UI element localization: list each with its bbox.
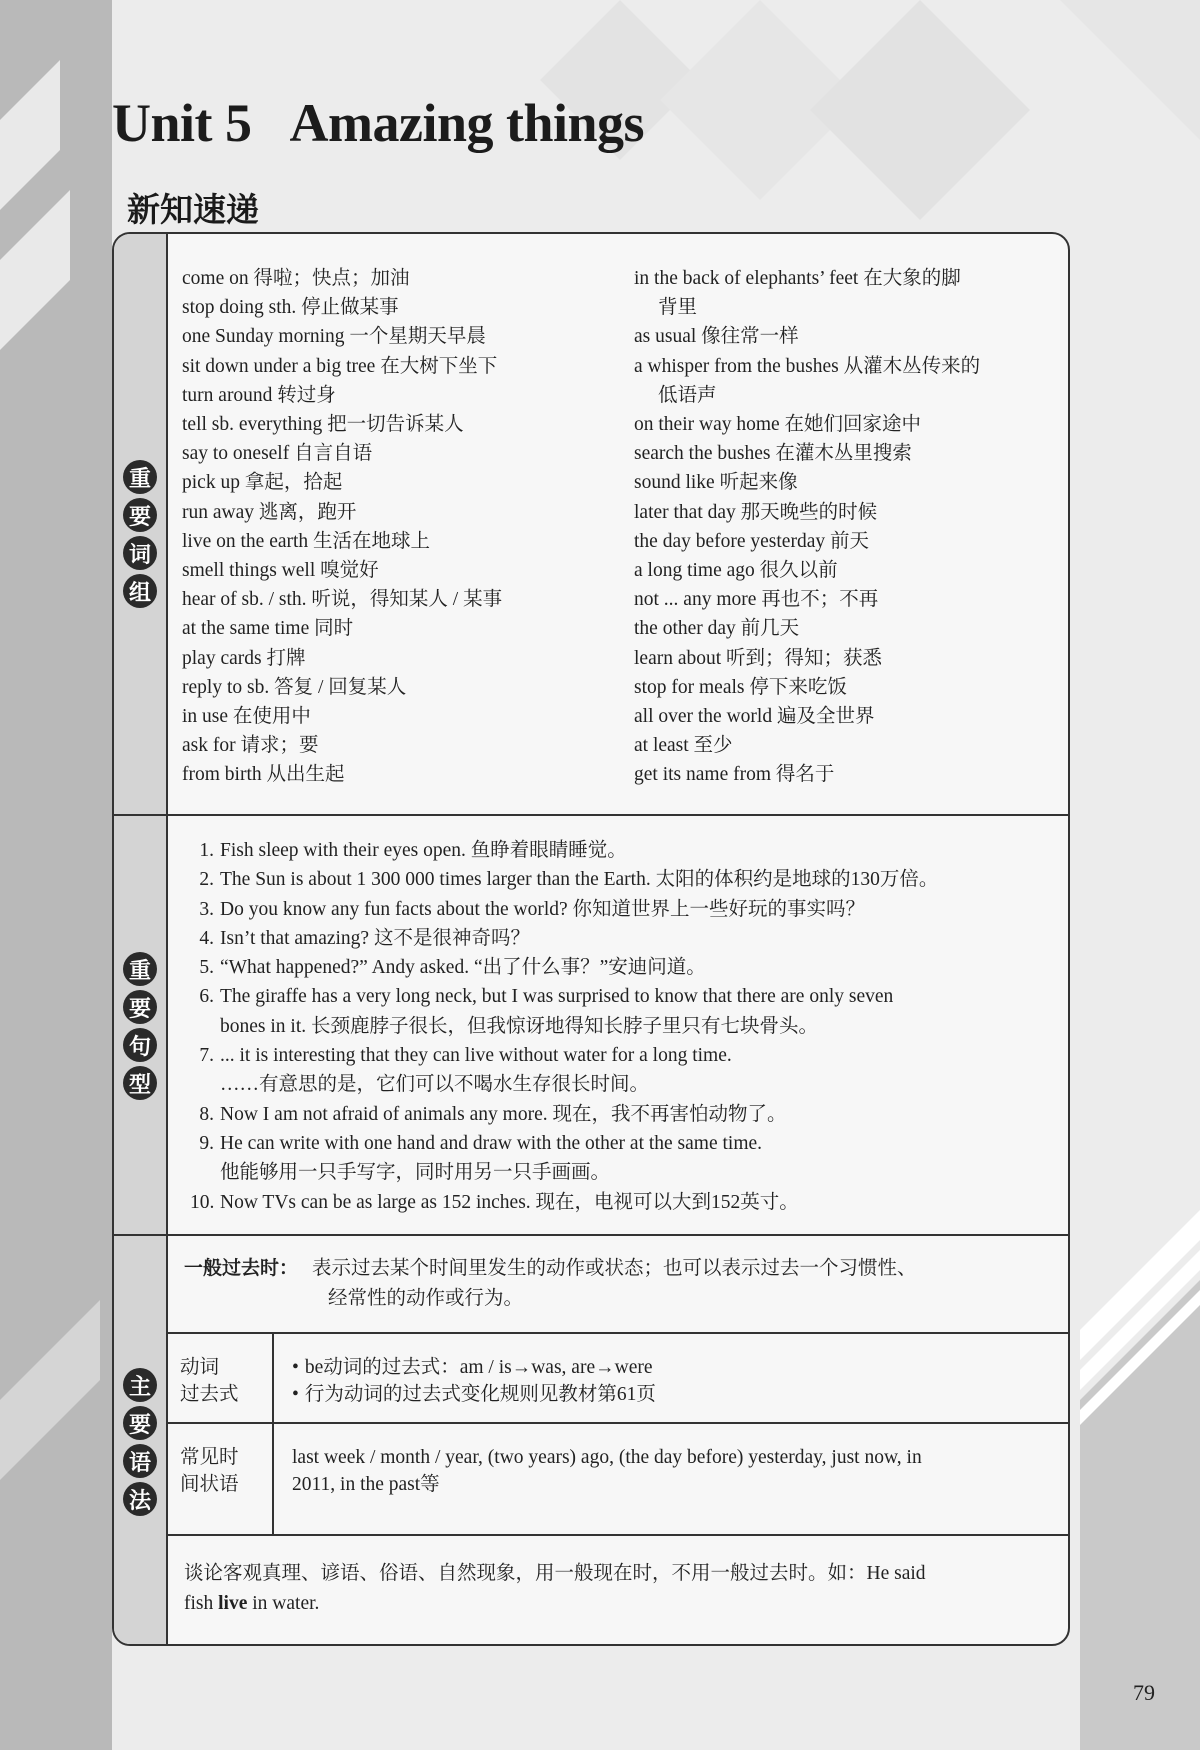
label-main-grammar [123,1368,159,1516]
sentence-number: 8. [199,1103,214,1125]
phrase-item-continuation: 背里 [658,297,698,319]
grammar-divider [166,1332,1068,1334]
sentence-item [190,1188,938,1217]
sentence-item [190,1100,938,1129]
sentence-text: Now TVs can be as large as 152 inches. 现在，电视可以大到152英寸。 [220,1191,799,1213]
label-char: 主 [123,1368,157,1402]
phrase-item: say to oneself 自言自语 [182,443,373,465]
sentence-list [190,836,938,1217]
phrase-list-left [182,264,502,790]
phrase-list-right [634,264,980,790]
sentence-item [190,1129,938,1158]
phrase-item: one Sunday morning 一个星期天早晨 [182,326,486,348]
grammar-divider [166,1422,1068,1424]
phrase-item: the day before yesterday 前天 [634,530,869,552]
unit-label: Unit 5 [112,93,252,153]
phrase-item: turn around 转过身 [182,384,336,406]
bullet-icon: • [292,1357,299,1378]
phrase-item: get its name from 得名于 [634,764,835,786]
sentence-number: 1. [199,840,214,861]
sentence-text: “What happened?” Andy asked. “出了什么事？”安迪问道。 [220,957,706,979]
sentence-text: Now I am not afraid of animals any more. 现在，我不再害怕动物了。 [220,1103,787,1125]
sentence-number: 9. [199,1132,214,1154]
phrase-item: play cards 打牌 [182,647,306,669]
grammar-note [184,1559,1054,1618]
sentence-number: 5. [199,957,214,979]
phrase-item: tell sb. everything 把一切告诉某人 [182,414,464,436]
grammar-definition-text: 表示过去某个时间里发生的动作或状态；也可以表示过去一个习惯性、 [312,1258,917,1279]
sentence-text: Isn’t that amazing? 这不是很神奇吗？ [220,927,530,949]
phrase-item: on their way home 在她们回家途中 [634,414,922,436]
grammar-definition-continuation: 经常性的动作或行为。 [328,1287,524,1309]
sentence-number: 4. [199,927,214,949]
sentence-item [190,895,938,924]
sentence-continuation: bones in it. 长颈鹿脖子很长，但我惊讶地得知长脖子里只有七块骨头。 [220,1015,818,1037]
summary-table [112,232,1070,1646]
phrase-item: sound like 听起来像 [634,472,798,494]
phrase-item: in use 在使用中 [182,706,311,728]
verb-forms-bullet [292,1381,656,1408]
phrase-item: sit down under a big tree 在大树下坐下 [182,355,498,377]
sentence-continuation: ……有意思的是，它们可以不喝水生存很长时间。 [220,1074,650,1096]
section-heading: 新知速递 [127,190,259,229]
sentence-number: 6. [199,986,214,1008]
label-char: 语 [123,1444,157,1478]
phrase-item: ask for 请求；要 [182,735,319,757]
time-adverbials-line: last week / month / year, (two years) ago, (the day before) yesterday, just now, in [292,1447,922,1468]
sentence-number: 2. [199,869,214,891]
sentence-number: 10. [190,1191,215,1213]
time-adverbials-label-line: 间状语 [180,1474,239,1495]
label-char: 组 [123,574,157,608]
sentence-number: 3. [199,898,214,920]
phrase-item: stop for meals 停下来吃饭 [634,676,847,698]
sentence-text: Fish sleep with their eyes open. 鱼睁着眼睛睡觉。 [220,840,627,861]
grammar-note-text: in water. [252,1592,320,1614]
phrase-item: search the bushes 在灌木丛里搜索 [634,443,912,465]
phrase-item: smell things well 嗅觉好 [182,560,379,582]
sentence-text: ... it is interesting that they can live without water for a long time. [220,1045,732,1067]
unit-title [112,92,644,154]
sentence-item [190,836,938,865]
grammar-definition-line [184,1254,1044,1284]
verb-forms-content [292,1354,656,1408]
verb-forms-bullet-text: 行为动词的过去式变化规则见教材第61页 [304,1384,656,1405]
phrase-item: a whisper from the bushes 从灌木丛传来的 [634,355,981,377]
grammar-note-line: 谈论客观真理、谚语、俗语、自然现象，用一般现在时，不用一般过去时。如：He said [184,1563,926,1584]
phrase-item: as usual 像往常一样 [634,326,799,348]
grammar-definition [184,1254,1044,1313]
label-important-phrases [123,460,159,608]
grammar-term: 一般过去时： [184,1257,299,1279]
verb-forms-bullet [292,1354,656,1381]
grammar-divider [166,1534,1068,1536]
grammar-note-highlight: live [218,1592,248,1614]
label-char: 重 [123,952,157,986]
page-number: 79 [1133,1680,1155,1705]
label-char: 要 [123,1406,157,1440]
phrase-item: at least 至少 [634,735,733,757]
phrase-item: reply to sb. 答复 / 回复某人 [182,676,407,698]
sentence-item [190,982,938,1011]
sentence-number: 7. [199,1045,214,1067]
phrase-item: stop doing sth. 停止做某事 [182,297,399,319]
phrase-item: pick up 拿起，拾起 [182,472,343,494]
label-char: 要 [123,990,157,1024]
phrase-item: at the same time 同时 [182,618,354,640]
grammar-note-example [184,1589,1054,1619]
section-divider [114,1234,1068,1236]
time-adverbials-label-line: 常见时 [180,1447,239,1468]
sentence-item [190,865,938,894]
time-adverbials-label [180,1444,260,1498]
phrase-item: live on the earth 生活在地球上 [182,530,431,552]
verb-forms-label-line: 动词 [180,1357,220,1378]
phrase-item: not ... any more 再也不；不再 [634,589,879,611]
phrase-item: later that day 那天晚些的时候 [634,501,878,523]
sentence-continuation: 他能够用一只手写字，同时用另一只手画画。 [220,1162,611,1184]
label-char: 重 [123,460,157,494]
sentence-item [190,953,938,982]
label-important-sentences [123,952,159,1100]
phrase-item: hear of sb. / sth. 听说，得知某人 / 某事 [182,589,503,611]
grammar-note-text: fish [184,1592,214,1614]
phrase-item: run away 逃离，跑开 [182,501,357,523]
section-divider [114,814,1068,816]
phrase-item: from birth 从出生起 [182,764,345,786]
phrase-item: learn about 听到；得知；获悉 [634,647,883,669]
time-adverbials-line: 2011, in the past等 [292,1474,440,1495]
label-char: 句 [123,1028,157,1062]
phrase-item: the other day 前几天 [634,618,800,640]
sentence-text: He can write with one hand and draw with the other at the same time. [220,1132,763,1154]
sentence-text: The Sun is about 1 300 000 times larger than the Earth. 太阳的体积约是地球的130万倍。 [220,869,939,891]
verb-forms-label-line: 过去式 [180,1384,239,1405]
phrase-item: a long time ago 很久以前 [634,560,838,582]
sentence-text: The giraffe has a very long neck, but I was surprised to know that there are only seven [220,986,894,1008]
grammar-column-divider [272,1334,274,1536]
label-char: 型 [123,1066,157,1100]
phrase-item: all over the world 遍及全世界 [634,706,875,728]
sentence-text: Do you know any fun facts about the world? 你知道世界上一些好玩的事实吗？ [220,898,866,920]
sentence-item [190,924,938,953]
label-char: 法 [123,1482,157,1516]
phrase-item: in the back of elephants’ feet 在大象的脚 [634,268,961,289]
verb-forms-label [180,1354,260,1408]
label-char: 词 [123,536,157,570]
phrase-item-continuation: 低语声 [658,384,717,406]
verb-forms-bullet-text: be动词的过去式：am / is→was, are→were [304,1357,653,1378]
time-adverbials-content [292,1444,1052,1498]
phrase-item: come on 得啦；快点；加油 [182,268,410,289]
sentence-item [190,1041,938,1070]
bullet-icon: • [292,1384,299,1405]
label-char: 要 [123,498,157,532]
unit-name: Amazing things [289,93,645,153]
